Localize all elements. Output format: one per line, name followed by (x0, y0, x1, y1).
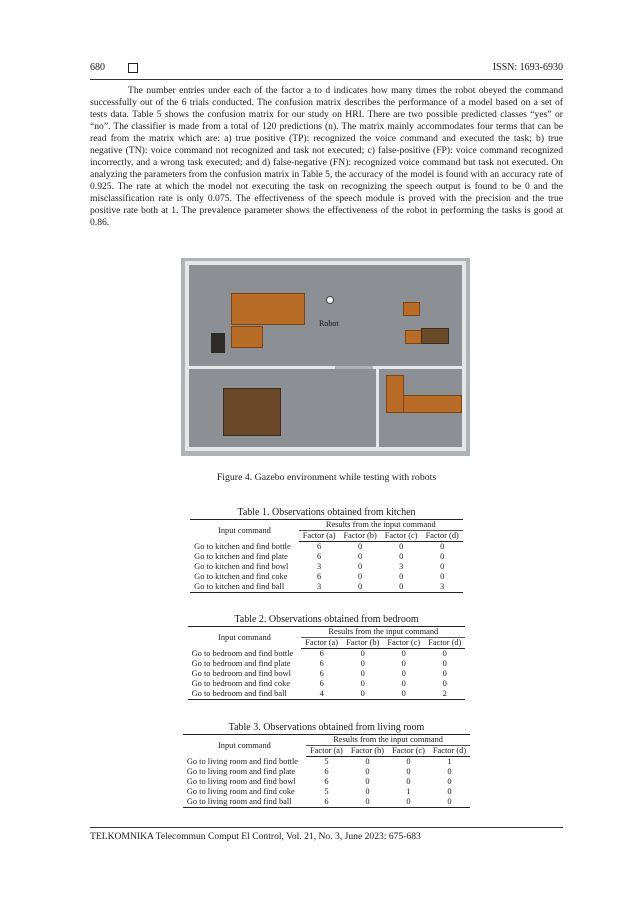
input-command-cell: Go to kitchen and find bowl (194, 562, 289, 571)
factor-value-cell: 0 (399, 552, 404, 561)
table-row (183, 787, 470, 797)
body-paragraph: The number entries under each of the factor a to d indicates how many times the robot obeyed the command successfully out of the 6 trials conducted. The confusion matrix describes the performance of a model based on a set of tests data. Table 5 shows the confusion matrix for our study on HRI. There are two possible predicted classes “yes” or “no”. The classifier is made from a total of 120 predictions (n). The matrix mainly accommodates four terms that can be read from the matrix which are: a) true positive (TP): recognized the voice command and executed the task; b) true negative (TN): voice command not recognized and task not executed; c) false-positive (FP): voice command recognized incorrectly, and a wrong task executed; and d) false-negative (FN): recognized voice command but task not executed. On analyzing the parameters from the confusion matrix in Table 5, the accuracy of the model is found with an accuracy rate of 0.925. The rate at which the model not executing the task on recognizing the speech output is found to be 0 and the misclassification rate is only 0.075. The effectiveness of the speech module is proved with the precision and the true positive rate both at 1. The prevalence parameter shows the effectiveness of the robot in performing the tasks is good at 0.86. (90, 85, 563, 228)
table-row (183, 757, 470, 768)
factor-value-cell: 0 (365, 757, 370, 766)
factor-value-cell: 0 (342, 689, 383, 700)
factor-value-cell: 0 (429, 797, 470, 808)
factor-value-cell: 0 (442, 649, 447, 658)
factor-value-cell: 6 (319, 669, 324, 678)
input-command-cell: Go to kitchen and find plate (194, 552, 288, 561)
factor-value-cell: 0 (401, 679, 406, 688)
table-row (190, 552, 463, 562)
square-icon (128, 63, 138, 73)
factor-value-cell: 0 (399, 542, 404, 551)
header-rule (90, 79, 563, 80)
factor-value-cell: 0 (358, 552, 363, 561)
factor-value-cell: 0 (440, 562, 445, 571)
column-header-factor: Factor (c) (383, 638, 424, 649)
factor-value-cell: 0 (365, 777, 370, 786)
factor-value-cell: 0 (347, 797, 388, 808)
input-command-cell: Go to living room and find bowl (186, 777, 296, 786)
column-header-factor: Factor (c) (381, 531, 422, 542)
observation-table (190, 519, 463, 593)
bed (231, 326, 263, 348)
factor-value-cell: 6 (319, 659, 324, 668)
table (421, 328, 449, 344)
observation-table (183, 734, 470, 808)
page-header (90, 62, 563, 76)
input-command-cell: Go to bedroom and find ball (188, 689, 302, 700)
chair (405, 330, 422, 344)
table-row (188, 659, 466, 669)
column-header-input: Input command (183, 735, 306, 757)
factor-value-cell: 3 (317, 562, 322, 571)
input-command-cell: Go to living room and find bottle (186, 756, 299, 766)
kitchen-area (189, 369, 376, 447)
factor-value-cell: 0 (440, 542, 445, 551)
input-command-cell: Go to bedroom and find coke (191, 679, 290, 688)
table-row (183, 777, 470, 787)
figure-caption: Figure 4. Gazebo environment while testing with robots (216, 472, 437, 483)
factor-value-cell: 6 (317, 572, 322, 581)
input-command-cell: Go to bedroom and find plate (191, 659, 291, 668)
factor-value-cell: 0 (399, 572, 404, 581)
dining-table (223, 388, 281, 436)
table-row (183, 767, 470, 777)
factor-value-cell: 0 (365, 787, 370, 796)
factor-value-cell: 0 (406, 757, 411, 766)
input-command-cell: Go to kitchen and find coke (194, 572, 288, 581)
table-row (188, 679, 466, 689)
factor-value-cell: 4 (301, 689, 342, 700)
wall (185, 447, 466, 451)
input-command-cell: Go to bedroom and find bottle (191, 648, 294, 658)
factor-value-cell: 0 (406, 777, 411, 786)
table-row (188, 689, 466, 700)
bed (231, 293, 305, 325)
robot-icon (326, 296, 334, 304)
gazebo-figure (181, 258, 470, 456)
column-group-header: Results from the input command (299, 520, 463, 531)
factor-value-cell: 0 (365, 767, 370, 776)
factor-value-cell: 0 (360, 679, 365, 688)
input-command-cell: Go to bedroom and find bowl (191, 669, 291, 678)
column-header-factor: Factor (a) (299, 531, 340, 542)
factor-value-cell: 6 (324, 777, 329, 786)
factor-value-cell: 6 (324, 767, 329, 776)
issn: ISSN: 1693-6930 (492, 62, 563, 73)
input-command-cell: Go to living room and find plate (186, 767, 296, 776)
factor-value-cell: 6 (319, 649, 324, 658)
factor-value-cell: 1 (447, 757, 452, 766)
table-row (188, 669, 466, 679)
factor-value-cell: 0 (442, 659, 447, 668)
column-header-factor: Factor (b) (347, 746, 388, 757)
table-row (188, 649, 466, 660)
factor-value-cell: 0 (447, 787, 452, 796)
factor-value-cell: 0 (406, 767, 411, 776)
factor-value-cell: 0 (381, 582, 422, 593)
factor-value-cell: 5 (324, 787, 329, 796)
cabinet (211, 333, 225, 353)
column-header-factor: Factor (d) (424, 638, 465, 649)
column-header-factor: Factor (a) (301, 638, 342, 649)
factor-value-cell: 5 (324, 757, 329, 766)
body-text (90, 85, 563, 229)
factor-value-cell: 0 (401, 669, 406, 678)
chair (403, 302, 420, 316)
factor-value-cell: 6 (317, 552, 322, 561)
factor-value-cell: 2 (424, 689, 465, 700)
factor-value-cell: 0 (440, 572, 445, 581)
column-header-factor: Factor (d) (422, 531, 463, 542)
factor-value-cell: 0 (447, 767, 452, 776)
column-header-factor: Factor (a) (306, 746, 347, 757)
factor-value-cell: 0 (442, 679, 447, 688)
column-header-factor: Factor (b) (342, 638, 383, 649)
factor-value-cell: 0 (383, 689, 424, 700)
table-row (190, 572, 463, 582)
table-title: Table 1. Observations obtained from kitchen (237, 507, 416, 518)
table-title: Table 2. Observations obtained from bedroom (234, 614, 419, 625)
robot-label: Robot (319, 319, 339, 328)
table-1 (90, 507, 563, 593)
table-title: Table 3. Observations obtained from living room (228, 722, 425, 733)
factor-value-cell: 0 (442, 669, 447, 678)
sofa (386, 375, 404, 413)
factor-value-cell: 0 (401, 649, 406, 658)
table-3 (90, 722, 563, 808)
factor-value-cell: 6 (319, 679, 324, 688)
footer-rule (90, 827, 563, 828)
column-group-header: Results from the input command (301, 627, 465, 638)
wall (462, 261, 466, 451)
input-command-cell: Go to living room and find coke (186, 787, 295, 796)
column-group-header: Results from the input command (306, 735, 470, 746)
page-footer: TELKOMNIKA Telecommun Comput El Control, Vol. 21, No. 3, June 2023: 675-683 (90, 831, 421, 842)
factor-value-cell: 0 (360, 669, 365, 678)
factor-value-cell: 1 (406, 787, 411, 796)
table-row (190, 582, 463, 593)
column-header-factor: Factor (d) (429, 746, 470, 757)
factor-value-cell: 3 (399, 562, 404, 571)
factor-value-cell: 0 (358, 572, 363, 581)
factor-value-cell: 6 (306, 797, 347, 808)
column-header-factor: Factor (c) (388, 746, 429, 757)
factor-value-cell: 3 (422, 582, 463, 593)
input-command-cell: Go to living room and find ball (183, 797, 306, 808)
table-2 (90, 614, 563, 700)
input-command-cell: Go to kitchen and find ball (190, 582, 299, 593)
factor-value-cell: 0 (388, 797, 429, 808)
input-command-cell: Go to kitchen and find bottle (194, 541, 291, 551)
factor-value-cell: 6 (317, 542, 322, 551)
factor-value-cell: 0 (440, 552, 445, 561)
page-number: 680 (90, 62, 105, 73)
factor-value-cell: 0 (358, 562, 363, 571)
factor-value-cell: 3 (299, 582, 340, 593)
column-header-factor: Factor (b) (340, 531, 381, 542)
table-row (183, 797, 470, 808)
table-row (190, 562, 463, 572)
observation-table (188, 626, 466, 700)
factor-value-cell: 0 (401, 659, 406, 668)
factor-value-cell: 0 (447, 777, 452, 786)
factor-value-cell: 0 (340, 582, 381, 593)
column-header-input: Input command (188, 627, 302, 649)
factor-value-cell: 0 (360, 659, 365, 668)
bedroom-area (189, 265, 462, 366)
factor-value-cell: 0 (358, 542, 363, 551)
column-header-input: Input command (190, 520, 299, 542)
factor-value-cell: 0 (360, 649, 365, 658)
table-row (190, 542, 463, 553)
